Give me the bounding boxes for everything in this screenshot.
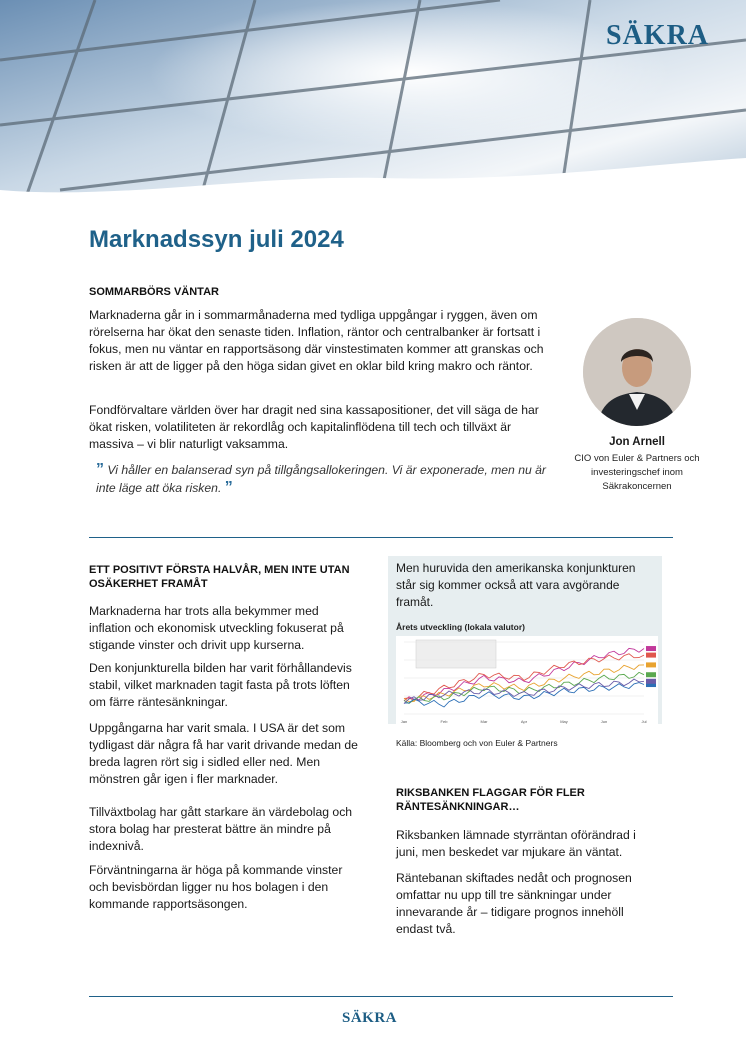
chart-series-end-tag [646, 653, 656, 658]
quote-close-icon: ” [224, 479, 233, 496]
section-heading-summer: SOMMARBÖRS VÄNTAR [89, 286, 219, 298]
section3-paragraph-1: Riksbanken lämnade styrräntan oförändrad i juni, men beskedet var mjukare än väntat. [396, 828, 636, 859]
brand-logo: SÄKRA [606, 20, 710, 51]
portrait-image [583, 318, 691, 426]
performance-chart [396, 636, 658, 726]
divider [89, 537, 673, 538]
chart-x-tick-label: Feb [440, 719, 448, 724]
section1-paragraph-2: Fondförvaltare världen över har dragit ned sina kassapositioner, det vill säga de har ökat risken, volatiliteten är rekordlåg och kapitalinflödena till tech och tillväxt är massiva – vi blir naturligt vaksamma. [89, 403, 539, 451]
chart-series-end-tag [646, 672, 656, 677]
section-heading-riksbanken: RIKSBANKEN FLAGGAR FÖR FLER RÄNTESÄNKNINGAR… [396, 787, 585, 813]
avatar [583, 318, 691, 426]
section-heading-first-half: ETT POSITIVT FÖRSTA HALVÅR, MEN INTE UTAN OSÄKERHET FRAMÅT [89, 564, 350, 590]
section2-paragraph-3: Uppgångarna har varit smala. I USA är det som tydligast där några få har varit drivande medan de breda lagren rört sig i sidled eller ned. Men mönstren går igen i fler marknader. [89, 721, 358, 786]
section2-paragraph-2: Den konjunkturella bilden har varit förhållandevis stabil, vilket marknaden tagit fasta på trots löften om färre räntesänkningar. [89, 661, 352, 709]
quote-open-icon: ” [96, 461, 104, 478]
page-title: Marknadssyn juli 2024 [89, 226, 344, 253]
chart-lead-text: Men huruvida den amerikanska konjunkturen står sig kommer också att vara avgörande framåt. [396, 561, 636, 609]
chart-series-end-tag [646, 679, 656, 684]
chart-series-end-tag [646, 646, 656, 651]
chart-x-tick-label: Mar [480, 719, 488, 724]
chart-source: Källa: Bloomberg och von Euler & Partners [396, 738, 558, 748]
person-name: Jon Arnell [609, 436, 665, 448]
person-role: CIO von Euler & Partners och investeringschef inom Säkrakoncernen [574, 453, 700, 492]
section3-paragraph-2: Räntebanan skiftades nedåt och prognosen omfattar nu upp till tre sänkningar under innevarande år – tidigare prognos innehöll endast två. [396, 871, 632, 936]
quote-text: Vi håller en balanserad syn på tillgångsallokeringen. Vi är exponerade, men nu är inte läge att öka risken. [96, 463, 546, 495]
chart-x-tick-label: Jul [641, 719, 647, 724]
chart-x-tick-label: May [560, 719, 568, 724]
pull-quote [96, 461, 556, 497]
section2-paragraph-5: Förväntningarna är höga på kommande vinster och bevisbördan ligger nu hos bolagen i den kommande rapportsäsongen. [89, 863, 343, 911]
footer-divider [89, 996, 673, 997]
section2-paragraph-4: Tillväxtbolag har gått starkare än värdebolag och stora bolag har presterat bättre än mindre på indexnivå. [89, 805, 353, 853]
chart-x-tick-label: Jan [400, 719, 408, 724]
chart-x-tick-label: Apr [520, 719, 528, 724]
section1-paragraph-1: Marknaderna går in i sommarmånaderna med tydliga uppgångar i ryggen, även om rörelserna har ökat den senaste tiden. Inflation, räntor och centralbanker är fortsatt i fokus, men nu väntar en rapportsäsong där vinstestimaten kommer att granskas och risken är att de ligger på den höga sidan givet en oklar bild kring makro och räntor. [89, 308, 544, 373]
chart-series-end-tag [646, 662, 656, 667]
chart-title: Årets utveckling (lokala valutor) [396, 622, 525, 632]
chart-x-tick-label: Jun [600, 719, 608, 724]
section2-paragraph-1: Marknaderna har trots alla bekymmer med inflation och ekonomisk utveckling fokuserat på stigande vinster och drivit upp kurserna. [89, 604, 344, 652]
footer-logo: SÄKRA [342, 1010, 398, 1026]
